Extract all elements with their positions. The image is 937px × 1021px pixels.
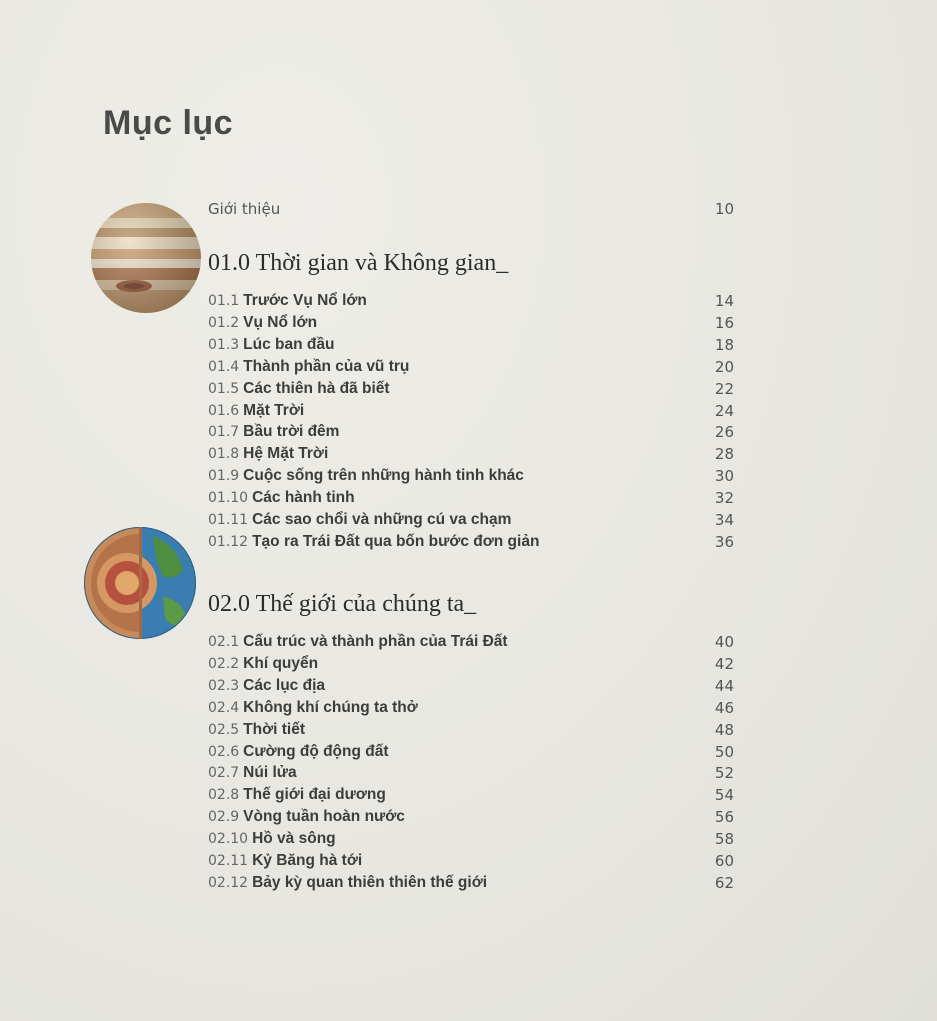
toc-entry-page: 58 — [714, 830, 734, 849]
toc-entry-title — [208, 292, 367, 310]
section-heading: 02.0 Thế giới của chúng ta_ — [208, 591, 477, 617]
toc-entry-number: 01.9 — [208, 468, 240, 485]
toc-entry-label: Các thiên hà đã biết — [243, 379, 390, 397]
toc-entry-number: 02.8 — [208, 787, 240, 804]
toc-entry[interactable] — [208, 850, 734, 872]
toc-entry-number: 02.4 — [208, 699, 240, 716]
toc-entry-title — [208, 533, 539, 551]
toc-entry-number: 02.1 — [208, 634, 240, 650]
section-heading: 01.0 Thời gian và Không gian_ — [208, 250, 509, 276]
toc-entry-title — [208, 721, 305, 739]
toc-entry-page: 48 — [714, 720, 734, 739]
toc-entry-label: Cấu trúc và thành phần của Trái Đất — [243, 633, 508, 650]
toc-entry-label: Mặt Trời — [243, 401, 305, 419]
toc-entry-page: 16 — [714, 313, 734, 332]
toc-entry-label: Bầu trời đêm — [243, 423, 340, 441]
toc-entry-title — [208, 743, 389, 761]
earth-cross-section-icon — [83, 526, 197, 640]
toc-entry-title — [208, 489, 355, 507]
toc-entry-title — [208, 423, 339, 441]
toc-entry-number: 01.2 — [208, 314, 240, 331]
toc-entry-title — [208, 633, 508, 651]
toc-entry-page: 54 — [714, 786, 734, 805]
toc-entry-label: Tạo ra Trái Đất qua bốn bước đơn giản — [252, 532, 540, 550]
toc-entry[interactable] — [208, 828, 734, 850]
toc-entry-page: 20 — [714, 357, 734, 376]
toc-entry-label: Không khí chúng ta thở — [243, 698, 418, 716]
toc-entry-label: Thời tiết — [243, 720, 305, 738]
toc-entry[interactable] — [208, 675, 734, 697]
toc-intro-page: 10 — [714, 200, 734, 218]
toc-entry[interactable] — [208, 465, 734, 487]
toc-entry-number: 01.10 — [208, 490, 249, 507]
toc-entry-title — [208, 467, 524, 485]
toc-entry-number: 02.12 — [208, 874, 249, 891]
toc-entry-page: 34 — [714, 511, 734, 529]
toc-entry-title — [208, 314, 317, 332]
toc-entry-title — [208, 511, 511, 529]
toc-entry[interactable] — [208, 806, 734, 828]
toc-entry-number: 01.7 — [208, 424, 240, 441]
toc-entry-label: Thế giới đại dương — [243, 786, 386, 804]
toc-entry-page: 42 — [714, 654, 734, 673]
toc-entry[interactable] — [208, 443, 734, 465]
page-title: Mục lục — [103, 104, 234, 142]
toc-entry[interactable] — [208, 741, 734, 763]
toc-entry-page: 60 — [714, 852, 734, 870]
toc-entry[interactable] — [208, 697, 734, 719]
toc-intro-label: Giới thiệu — [208, 200, 281, 218]
toc-entry-page: 18 — [714, 335, 734, 354]
toc-entry-label: Khí quyển — [243, 654, 319, 672]
toc-entry[interactable] — [208, 631, 734, 653]
toc-entry-page: 30 — [714, 467, 734, 486]
toc-entry-title — [208, 786, 386, 804]
toc-entry[interactable] — [208, 356, 734, 378]
toc-entry-title — [208, 445, 328, 463]
toc-entry-page: 56 — [714, 808, 734, 827]
toc-entry-label: Thành phần của vũ trụ — [243, 357, 410, 375]
toc-entry[interactable] — [208, 334, 734, 356]
toc-entry-page: 32 — [714, 489, 734, 508]
toc-entry-title — [208, 358, 409, 376]
toc-entry-label: Hồ và sông — [252, 830, 336, 848]
toc-entry-page: 28 — [714, 445, 734, 464]
toc-entry[interactable] — [208, 290, 734, 312]
toc-entry-page: 24 — [714, 401, 734, 420]
toc-entry[interactable] — [208, 653, 734, 675]
jupiter-planet-icon — [90, 202, 202, 314]
toc-entry-title — [208, 764, 297, 782]
toc-entry[interactable] — [208, 378, 734, 400]
toc-entry-title — [208, 699, 418, 717]
toc-entry-number: 02.2 — [208, 655, 240, 672]
toc-entry-label: Kỷ Băng hà tới — [252, 852, 363, 869]
toc-entry-page: 36 — [714, 532, 734, 551]
toc-entry-title — [208, 808, 405, 826]
toc-entry-page: 26 — [714, 423, 734, 442]
toc-entry-title — [208, 874, 487, 892]
toc-entry-title — [208, 852, 362, 870]
toc-entry[interactable] — [208, 784, 734, 806]
toc-entry-page: 40 — [714, 633, 734, 651]
toc-entry-title — [208, 336, 334, 354]
toc-entry-label: Cuộc sống trên những hành tinh khác — [243, 467, 524, 485]
toc-entry-number: 01.4 — [208, 358, 240, 375]
toc-entry-label: Trước Vụ Nổ lớn — [243, 292, 367, 309]
toc-entry-title — [208, 380, 390, 398]
toc-entry-title — [208, 677, 325, 695]
toc-entry-label: Lúc ban đầu — [243, 335, 335, 353]
toc-entry-number: 02.9 — [208, 809, 240, 826]
toc-entry-label: Các lục địa — [243, 676, 326, 694]
toc-entry-label: Hệ Mặt Trời — [243, 445, 329, 463]
toc-entry-page: 62 — [714, 873, 734, 892]
toc-entry-number: 02.3 — [208, 677, 240, 694]
toc-entry[interactable] — [208, 421, 734, 443]
toc-entry-title — [208, 655, 318, 673]
toc-entry-label: Các hành tinh — [252, 489, 355, 507]
toc-entry[interactable] — [208, 487, 734, 509]
toc-entry-page: 22 — [714, 379, 734, 398]
toc-entry-number: 01.3 — [208, 336, 240, 353]
toc-entry[interactable] — [208, 719, 734, 741]
toc-entry-page: 46 — [714, 698, 734, 717]
toc-entry-number: 02.5 — [208, 721, 240, 738]
toc-intro-row[interactable] — [208, 198, 734, 220]
toc-entry-number: 01.11 — [208, 512, 249, 528]
toc-entry-number: 01.8 — [208, 446, 240, 463]
toc-entry-label: Vụ Nổ lớn — [243, 313, 318, 331]
toc-entry-title — [208, 402, 304, 420]
toc-entry-label: Núi lửa — [243, 764, 297, 782]
toc-entry-label: Các sao chổi và những cú va chạm — [252, 511, 512, 528]
toc-entry[interactable] — [208, 872, 734, 894]
toc-entry-number: 01.1 — [208, 293, 240, 309]
toc-entry-number: 02.11 — [208, 853, 249, 869]
toc-entry-number: 02.10 — [208, 831, 249, 848]
toc-entry-label: Cường độ động đất — [243, 742, 389, 760]
toc-entry[interactable] — [208, 312, 734, 334]
toc-entry-page: 44 — [714, 676, 734, 695]
toc-entry-number: 02.6 — [208, 743, 240, 760]
toc-entry-page: 50 — [714, 742, 734, 761]
toc-entry-title — [208, 830, 336, 848]
toc-entry-page: 14 — [714, 292, 734, 310]
toc-entry[interactable] — [208, 531, 734, 553]
toc-entry[interactable] — [208, 509, 734, 531]
toc-entry-number: 01.12 — [208, 533, 249, 550]
toc-entry-number: 01.5 — [208, 380, 240, 397]
toc-entry-number: 02.7 — [208, 765, 240, 782]
toc-entry[interactable] — [208, 400, 734, 422]
toc-entry-label: Vòng tuần hoàn nước — [243, 808, 405, 826]
toc-entry[interactable] — [208, 762, 734, 784]
toc-entry-label: Bảy kỳ quan thiên thiên thế giới — [252, 873, 488, 891]
toc-entry-number: 01.6 — [208, 402, 240, 419]
toc-entry-page: 52 — [714, 764, 734, 783]
